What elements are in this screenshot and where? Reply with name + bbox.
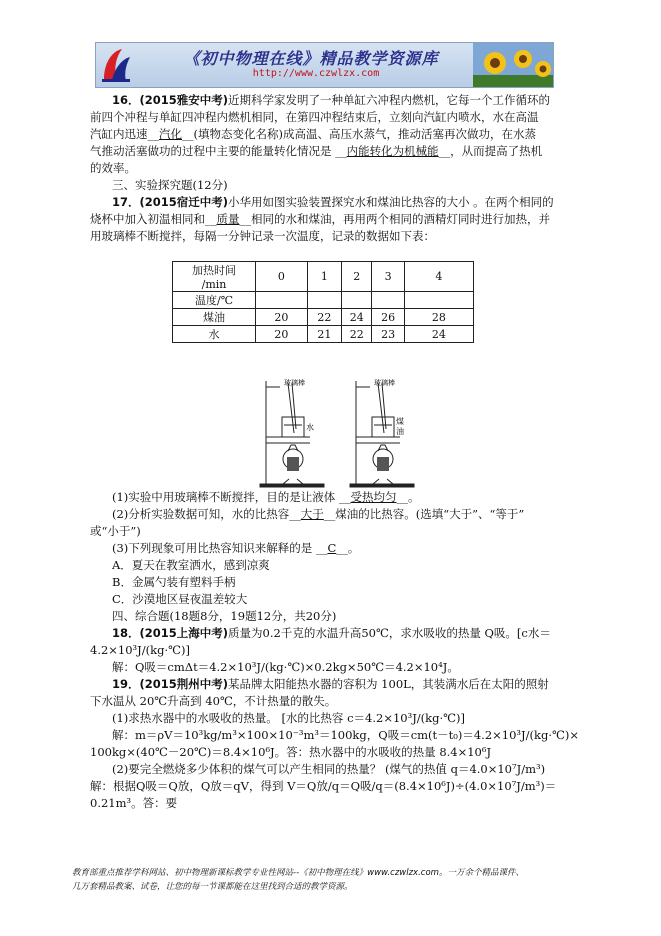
q17-sub1-answer: 受热均匀 [350, 490, 397, 504]
table-cell: 28 [404, 309, 473, 326]
banner-title: 《初中物理在线》精品教学资源库 [183, 49, 439, 68]
q19-sub2: (2)要完全燃烧多少体积的煤气可以产生相同的热量？ (煤气的热值 q＝4.0×10⁷J/m³) [112, 762, 546, 776]
q18-head: 18．(2015上海中考) [112, 626, 229, 640]
header-banner [95, 42, 554, 88]
table-header-row [173, 262, 474, 292]
table-cell: 3 [372, 262, 404, 292]
oil-label-1: 煤 [396, 417, 404, 426]
section-4-heading: 四、综合题(18题8分，19题12分，共20分) [112, 609, 337, 623]
rod-label-left: 玻璃棒 [284, 379, 305, 387]
q17-sub2-answer: 大于 [300, 507, 324, 521]
table-cell: 26 [372, 309, 404, 326]
q19-head: 19．(2015荆州中考) [112, 677, 229, 691]
q16-line5: 的效率。 [90, 161, 136, 175]
q16-line2: 前四个冲程与单缸四冲程内燃机相同，在第四冲程结束后，立刻向汽缸内喷水，水在高温 [90, 110, 539, 124]
table-cell: 4 [404, 262, 473, 292]
q17-answer-1: 质量 [216, 212, 240, 226]
q19-solution-2: 解：根据Q吸＝Q放，Q放＝qV，得到 V＝Q放/q＝Q吸/q＝(8.4×10⁶J)÷(4.0×10⁷J/m³)＝0.21m³。答：要 [90, 779, 557, 810]
q19-solution-1a: 解：m＝ρV＝10³kg/m³×100×10⁻³m³＝100kg，Q吸＝cm(t－t₀)＝4.2×10³J/(kg·℃)× [112, 728, 579, 742]
table-cell: 24 [404, 326, 473, 343]
q16-answer-1: 汽化 [159, 127, 182, 141]
table-cell: 1 [307, 262, 341, 292]
table-cell: 20 [255, 309, 307, 326]
q16-line1: 16．(2015雅安中考)近期科学家发明了一种单缸六冲程内燃机，它每一个工作循环的 [112, 93, 551, 107]
table-cell: 24 [342, 309, 372, 326]
section-3-heading: 三、实验探究题(12分) [112, 178, 228, 192]
rod-label-right: 玻璃棒 [374, 379, 395, 387]
q19-sub1: (1)求热水器中的水吸收的热量。 [水的比热容 c＝4.2×10³J/(kg·℃)] [112, 711, 465, 725]
q17-sub1: (1)实验中用玻璃棒不断搅拌，目的是让液体 __受热均匀__。 [112, 490, 420, 504]
table-row [173, 326, 474, 343]
q17-line1: 17．(2015宿迁中考)小华用如图实验装置探究水和煤油比热容的大小 。在两个相同的 [112, 195, 554, 209]
apparatus-figure [258, 377, 418, 489]
q18-line2: 4.2×10³J/(kg·℃)] [90, 643, 190, 657]
table-cell: 20 [255, 326, 307, 343]
document-body [90, 92, 586, 245]
q17-sub3-answer: C [327, 541, 337, 555]
table-header-temp: 温度/℃ [173, 292, 256, 309]
table-row-label: 水 [173, 326, 256, 343]
table-cell: 0 [255, 262, 307, 292]
table-header-time: 加热时间 /min [173, 262, 256, 292]
q17-sub2-cont: 或“小于”) [90, 524, 141, 538]
q17-line2: 烧杯中加入初温相同和__质量__相同的水和煤油，再用两个相同的酒精灯同时进行加热，并 [90, 212, 550, 226]
document-body-lower [90, 489, 586, 812]
option-c: C．沙漠地区昼夜温差较大 [112, 592, 248, 606]
q16-line3: 汽缸内迅速__汽化__(填物态变化名称)成高温、高压水蒸气，推动活塞再次做功，在水蒸 [90, 127, 536, 141]
oil-label-2: 油 [396, 427, 404, 436]
q17-head: 17．(2015宿迁中考) [112, 195, 229, 209]
table-row-label: 煤油 [173, 309, 256, 326]
q19-solution-1b: 100kg×(40℃－20℃)＝8.4×10⁶J。答：热水器中的水吸收的热量 8.4×10⁶J [90, 745, 492, 759]
q17-sub3: (3)下列现象可用比热容知识来解释的是 __C__。 [112, 541, 360, 555]
table-cell: 21 [307, 326, 341, 343]
option-b: B．金属勺装有塑料手柄 [112, 575, 236, 589]
page-footer [72, 866, 592, 894]
q19-line2: 下水温从 20℃升高到 40℃，不计热量的散失。 [90, 694, 337, 708]
table-row [173, 309, 474, 326]
data-table [172, 261, 474, 343]
q17-sub2: (2)分析实验数据可知，水的比热容__大于__煤油的比热容。(选填“大于”、“等于” [112, 507, 525, 521]
q16-line4: 气推动活塞做功的过程中主要的能量转化情况是 __内能转化为机械能__，从而提高了热机 [90, 144, 543, 158]
table-cell: 23 [372, 326, 404, 343]
table-cell: 22 [307, 309, 341, 326]
q18-line1: 18．(2015上海中考)质量为0.2千克的水温升高50℃，求水吸收的热量 Q吸。[c水＝ [112, 626, 551, 640]
q19-line1: 19．(2015荆州中考)某品牌太阳能热水器的容积为 100L，其装满水后在太阳的照射 [112, 677, 549, 691]
q16-answer-2: 内能转化为机械能 [346, 144, 439, 158]
option-a: A．夏天在教室洒水，感到凉爽 [112, 558, 270, 572]
q16-head: 16．(2015雅安中考) [112, 93, 229, 107]
water-label: 水 [306, 423, 314, 432]
table-cell: 2 [342, 262, 372, 292]
table-cell: 22 [342, 326, 372, 343]
site-logo-icon [98, 45, 134, 85]
q17-line3: 用玻璃棒不断搅拌，每隔一分钟记录一次温度，记录的数据如下表： [90, 229, 435, 243]
table-row [173, 292, 474, 309]
sunflower-icon [473, 43, 553, 87]
footer-line-2: 几万套精品教案、试卷，让您的每一节课都能在这里找到合适的教学资源。 [72, 882, 353, 892]
footer-line-1: 教育部重点推荐学科网站、初中物理新课标教学专业性网站--《初中物理在线》www.czwlzx.com。一万余个精品课件、 [72, 868, 524, 878]
q18-solution: 解：Q吸＝cmΔt＝4.2×10³J/(kg·℃)×0.2kg×50℃＝4.2×10⁴J。 [112, 660, 459, 674]
banner-url[interactable]: http://www.czwlzx.com [252, 68, 380, 79]
